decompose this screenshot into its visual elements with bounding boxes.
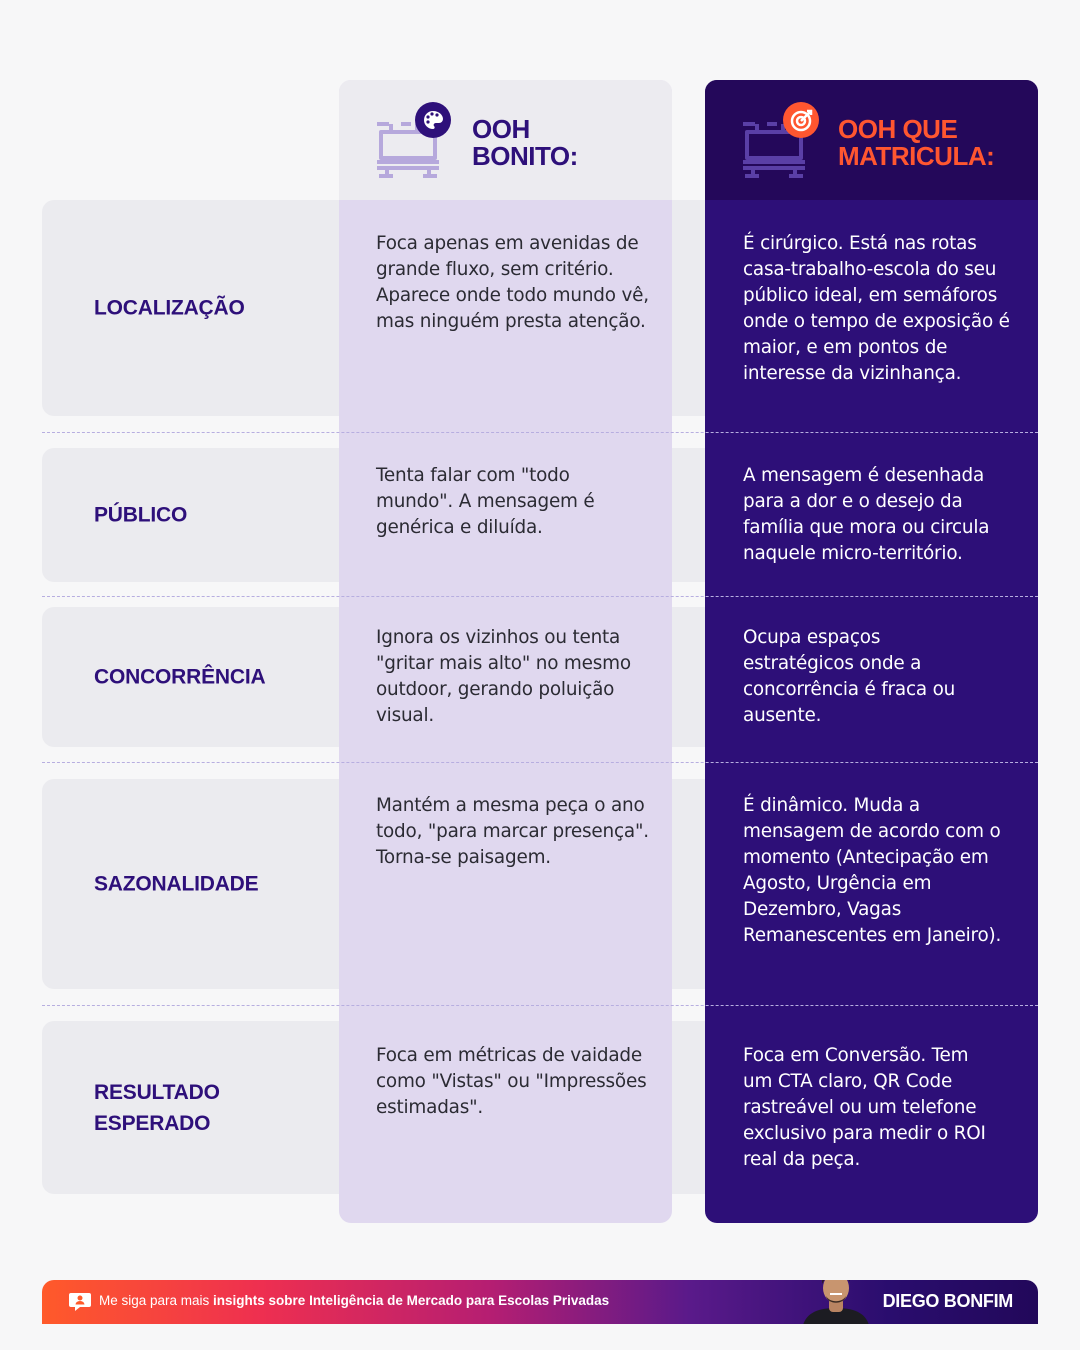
- cell-matricula-resultado: Foca em Conversão. Tem um CTA claro, QR Code rastreável ou um telefone exclusivo para medir o ROI real da peça.: [743, 1045, 986, 1170]
- row-gap-fill: [672, 607, 705, 747]
- cell-bonito-sazonalidade: Mantém a mesma peça o ano todo, "para marcar presença". Torna-se paisagem.: [376, 795, 649, 868]
- cell-matricula-concorrencia: Ocupa espaços estratégicos onde a concorrência é fraca ou ausente.: [743, 627, 956, 726]
- row-gap-fill: [672, 1021, 705, 1194]
- cell-bonito-resultado: Foca em métricas de vaidade como "Vistas" ou "Impressões estimadas".: [376, 1045, 647, 1118]
- row-card-concorrencia: [42, 607, 342, 747]
- column-header: [339, 80, 672, 200]
- row-card-localizacao: [42, 200, 342, 416]
- cell-matricula-localizacao: É cirúrgico. Está nas rotas casa-trabalho-escola do seu público ideal, em semáforos onde o tempo de exposição é maior, e em pontos de interesse da vizinhança.: [743, 233, 1010, 384]
- author-name: DIEGO BONFIM: [882, 1291, 1013, 1311]
- row-label: RESULTADO ESPERADO: [94, 1080, 220, 1135]
- chat-user-icon: [68, 1292, 92, 1312]
- footer-banner: [42, 1280, 1038, 1324]
- billboard-palette-icon: [373, 102, 459, 182]
- row-label: CONCORRÊNCIA: [94, 665, 266, 689]
- row-gap-fill: [672, 779, 705, 989]
- footer-text: [99, 1293, 609, 1308]
- row-label: PÚBLICO: [94, 503, 188, 527]
- footer-text-regular: Me siga para mais: [99, 1293, 214, 1308]
- row-gap-fill: [672, 448, 705, 582]
- row-label: LOCALIZAÇÃO: [94, 296, 245, 320]
- billboard-target-icon: [739, 102, 825, 182]
- footer-text-bold: insights sobre Inteligência de Mercado para Escolas Privadas: [213, 1293, 610, 1308]
- row-gap-fill: [672, 200, 705, 416]
- row-label: SAZONALIDADE: [94, 872, 259, 896]
- row-separator: [42, 762, 1038, 763]
- column-header: [705, 80, 1038, 200]
- row-card-publico: [42, 448, 342, 582]
- row-card-sazonalidade: [42, 779, 342, 989]
- cell-bonito-localizacao: Foca apenas em avenidas de grande fluxo, sem critério. Aparece onde todo mundo vê, mas ninguém presta atenção.: [376, 233, 649, 332]
- row-separator: [42, 432, 1038, 433]
- row-separator: [42, 1005, 1038, 1006]
- cell-matricula-publico: A mensagem é desenhada para a dor e o desejo da família que mora ou circula naquele micro-território.: [743, 465, 990, 564]
- avatar: [796, 1280, 876, 1324]
- row-separator: [42, 596, 1038, 597]
- row-card-resultado: [42, 1021, 342, 1194]
- column-title: OOH BONITO:: [472, 114, 578, 171]
- cell-bonito-publico: Tenta falar com "todo mundo". A mensagem é genérica e diluída.: [376, 465, 595, 538]
- cell-matricula-sazonalidade: É dinâmico. Muda a mensagem de acordo com o momento (Antecipação em Agosto, Urgência em Dezembro, Vagas Remanescentes em Janeiro).: [743, 795, 1002, 946]
- column-title: OOH QUE MATRICULA:: [838, 114, 995, 171]
- cell-bonito-concorrencia: Ignora os vizinhos ou tenta "gritar mais alto" no mesmo outdoor, gerando poluição visual.: [376, 627, 631, 726]
